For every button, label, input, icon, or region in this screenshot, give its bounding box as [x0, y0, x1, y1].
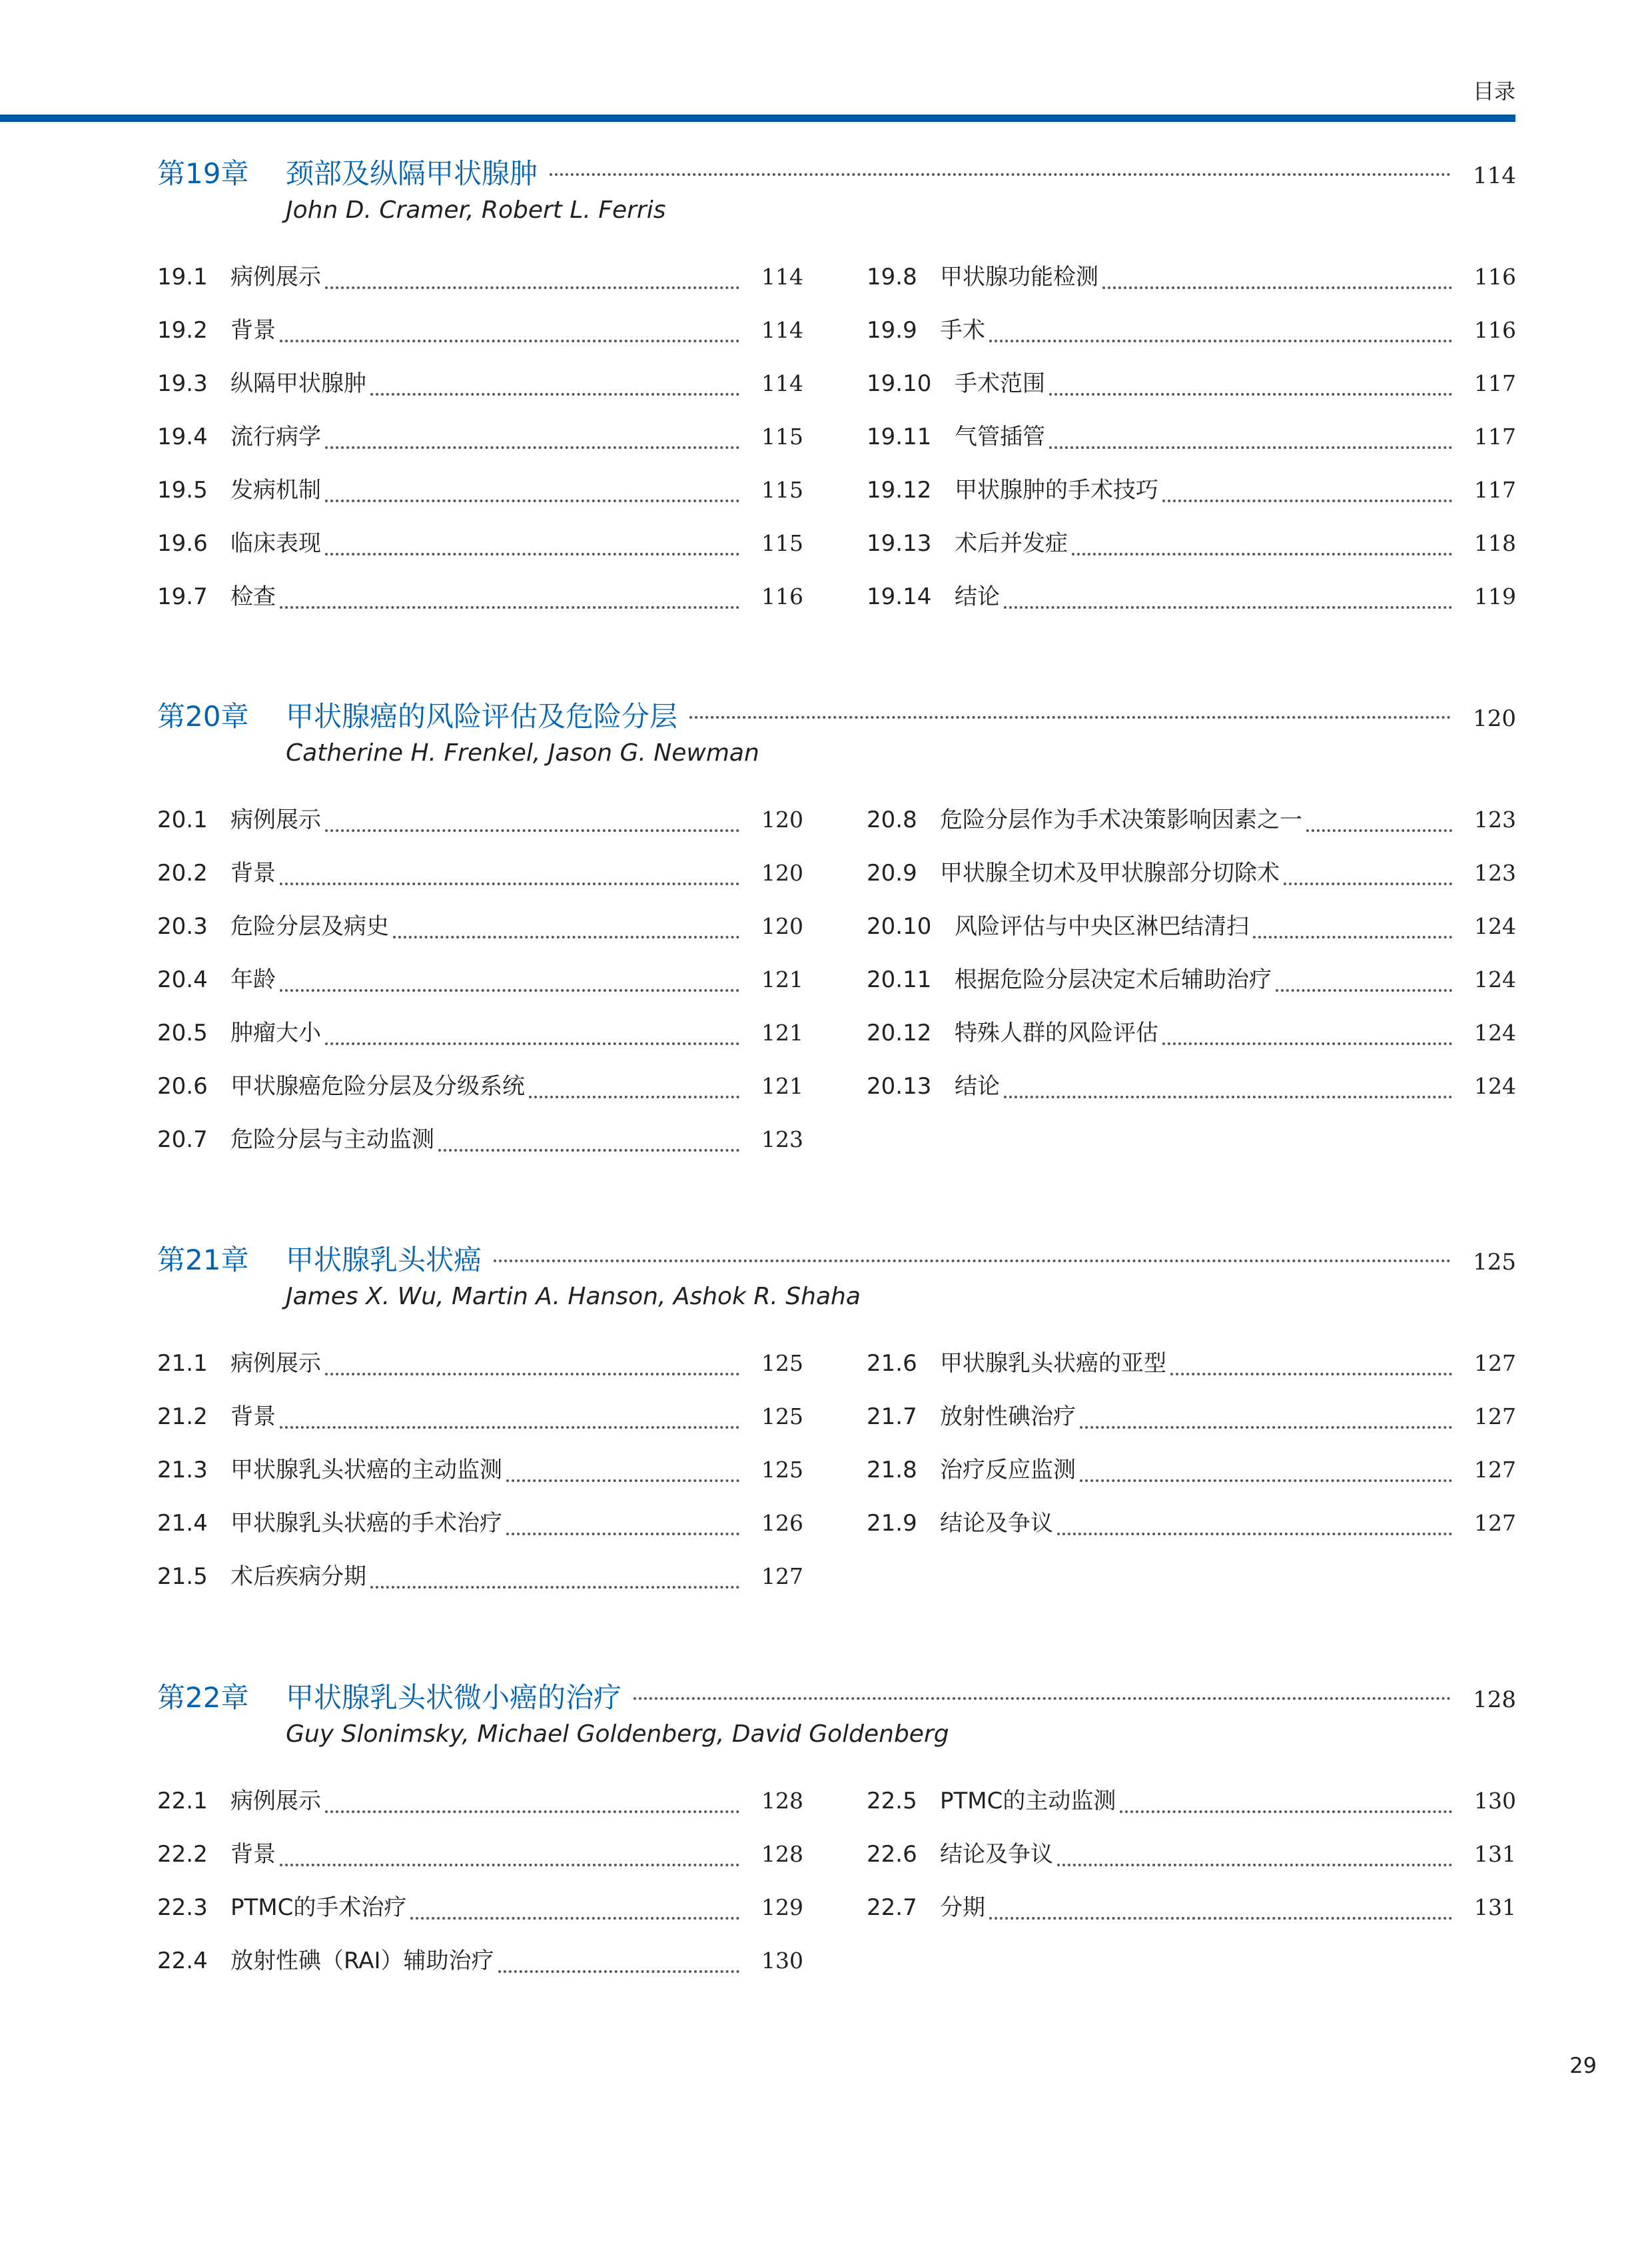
section-column-right — [867, 1782, 1516, 1942]
entry-title: 术后疾病分期 — [230, 1563, 366, 1590]
dot-leader — [280, 883, 739, 885]
entry-title: 特殊人群的风险评估 — [955, 1020, 1158, 1046]
entry-page: 127 — [761, 1563, 803, 1589]
entry-page: 130 — [761, 1948, 803, 1974]
entry-title: 流行病学 — [230, 424, 321, 450]
entry-number: 22.5 — [867, 1788, 917, 1814]
entry-page: 117 — [1474, 370, 1516, 396]
toc-entry[interactable] — [867, 258, 1516, 312]
entry-number: 20.1 — [157, 807, 208, 833]
dot-leader — [1253, 936, 1452, 938]
entry-title: PTMC的手术治疗 — [230, 1894, 407, 1921]
toc-entry[interactable] — [157, 365, 803, 418]
entry-number: 20.4 — [157, 966, 208, 993]
chapter-19 — [157, 152, 1516, 610]
toc-entry[interactable] — [157, 1558, 803, 1611]
chapter-authors: John D. Cramer, Robert L. Ferris — [286, 196, 666, 224]
chapter-heading[interactable] — [157, 695, 1516, 735]
toc-entry[interactable] — [867, 1068, 1516, 1121]
entry-page: 123 — [1474, 860, 1516, 886]
dot-leader — [1057, 1864, 1452, 1866]
entry-title: 放射性碘（RAI）辅助治疗 — [230, 1948, 494, 1974]
entry-title: 甲状腺全切术及甲状腺部分切除术 — [940, 860, 1280, 887]
entry-page: 124 — [1474, 913, 1516, 939]
entry-title: 检查 — [230, 583, 276, 610]
entry-page: 123 — [761, 1126, 803, 1152]
chapter-21 — [157, 1238, 1516, 1590]
entry-number: 21.8 — [867, 1457, 917, 1483]
entry-number: 20.6 — [157, 1073, 208, 1100]
entry-number: 19.9 — [867, 317, 917, 344]
entry-number: 19.6 — [157, 530, 208, 557]
toc-entry[interactable] — [867, 1014, 1516, 1068]
entry-title: 背景 — [230, 1403, 276, 1430]
entry-number: 20.3 — [157, 913, 208, 940]
dot-leader — [410, 1917, 739, 1920]
toc-entry[interactable] — [867, 1345, 1516, 1398]
entry-title: 病例展示 — [230, 1350, 321, 1377]
entry-title: 病例展示 — [230, 264, 321, 290]
entry-title: 病例展示 — [230, 1788, 321, 1814]
toc-entry[interactable] — [867, 418, 1516, 472]
chapter-number: 第22章 — [157, 1681, 249, 1714]
section-column-right — [867, 801, 1516, 1121]
chapter-number: 第19章 — [157, 157, 249, 190]
dot-leader — [325, 500, 739, 502]
entry-number: 20.11 — [867, 966, 932, 993]
toc-entry[interactable] — [157, 1451, 803, 1505]
dot-leader — [1284, 883, 1452, 885]
dot-leader — [393, 936, 739, 938]
dot-leader — [325, 446, 739, 449]
dot-leader — [1080, 1479, 1452, 1482]
entry-page: 131 — [1474, 1894, 1516, 1920]
entry-title: 手术 — [940, 317, 985, 344]
entry-number: 20.2 — [157, 860, 208, 887]
entry-page: 116 — [1474, 264, 1516, 290]
chapter-page: 120 — [1473, 705, 1516, 732]
entry-number: 21.3 — [157, 1457, 208, 1483]
dot-leader — [550, 173, 1451, 176]
entry-title: 危险分层与主动监测 — [230, 1126, 434, 1153]
chapter-authors: James X. Wu, Martin A. Hanson, Ashok R. Shaha — [286, 1283, 861, 1310]
chapter-page: 128 — [1473, 1686, 1516, 1713]
toc-entry[interactable] — [157, 418, 803, 472]
entry-number: 19.5 — [157, 477, 208, 504]
dot-leader — [989, 1917, 1452, 1920]
entry-number: 22.3 — [157, 1894, 208, 1921]
section-column-left — [157, 1782, 803, 1996]
dot-leader — [1004, 606, 1452, 609]
entry-number: 21.9 — [867, 1510, 917, 1537]
toc-entry[interactable] — [157, 1782, 803, 1836]
entry-page: 130 — [1474, 1788, 1516, 1814]
dot-leader — [506, 1479, 739, 1482]
entry-title: 肿瘤大小 — [230, 1020, 321, 1046]
entry-page: 121 — [761, 966, 803, 992]
toc-entry[interactable] — [157, 961, 803, 1014]
section-column-left — [157, 258, 803, 631]
dot-leader — [494, 1260, 1451, 1262]
dot-leader — [506, 1533, 739, 1535]
toc-entry[interactable] — [157, 1836, 803, 1889]
entry-page: 119 — [1474, 583, 1516, 609]
dot-leader — [498, 1970, 739, 1973]
entry-title: 结论及争议 — [940, 1841, 1053, 1868]
entry-title: 分期 — [940, 1894, 985, 1921]
entry-number: 19.10 — [867, 370, 932, 397]
entry-page: 125 — [761, 1350, 803, 1376]
dot-leader — [1102, 286, 1452, 289]
entry-number: 22.7 — [867, 1894, 917, 1921]
toc-entry[interactable] — [157, 258, 803, 312]
entry-number: 19.2 — [157, 317, 208, 344]
entry-number: 20.10 — [867, 913, 932, 940]
section-column-left — [157, 801, 803, 1174]
entry-title: 临床表现 — [230, 530, 321, 557]
entry-page: 131 — [1474, 1841, 1516, 1867]
entry-title: 气管插管 — [955, 424, 1045, 450]
entry-number: 20.12 — [867, 1020, 932, 1046]
toc-entry[interactable] — [867, 1398, 1516, 1451]
entry-number: 20.8 — [867, 807, 917, 833]
entry-page: 127 — [1474, 1510, 1516, 1536]
toc-entry[interactable] — [157, 908, 803, 961]
entry-page: 115 — [761, 424, 803, 450]
entry-page: 125 — [761, 1403, 803, 1429]
toc-entry[interactable] — [157, 312, 803, 365]
chapter-authors: Catherine H. Frenkel, Jason G. Newman — [286, 739, 759, 767]
entry-page: 123 — [1474, 807, 1516, 833]
section-column-right — [867, 258, 1516, 631]
section-column-left — [157, 1345, 803, 1611]
entry-title: 放射性碘治疗 — [940, 1403, 1076, 1430]
entry-title: 风险评估与中央区淋巴结清扫 — [955, 913, 1249, 940]
entry-number: 22.6 — [867, 1841, 917, 1868]
entry-number: 19.3 — [157, 370, 208, 397]
toc-entry[interactable] — [867, 472, 1516, 525]
entry-title: 年龄 — [230, 966, 276, 993]
entry-number: 20.9 — [867, 860, 917, 887]
chapter-number: 第21章 — [157, 1244, 249, 1276]
entry-number: 20.5 — [157, 1020, 208, 1046]
toc-entry[interactable] — [157, 1014, 803, 1068]
dot-leader — [325, 286, 739, 289]
entry-title: 背景 — [230, 1841, 276, 1868]
toc-entry[interactable] — [867, 525, 1516, 578]
entry-title: 根据危险分层决定术后辅助治疗 — [955, 966, 1272, 993]
entry-page: 117 — [1474, 424, 1516, 450]
dot-leader — [1170, 1373, 1452, 1375]
entry-page: 115 — [761, 477, 803, 503]
entry-number: 20.7 — [157, 1126, 208, 1153]
toc-entry[interactable] — [157, 1505, 803, 1558]
entry-number: 22.4 — [157, 1948, 208, 1974]
toc-entry[interactable] — [157, 1345, 803, 1398]
chapter-title: 甲状腺癌的风险评估及危险分层 — [286, 700, 678, 733]
entry-number: 21.5 — [157, 1563, 208, 1590]
toc-entry[interactable] — [867, 908, 1516, 961]
dot-leader — [1080, 1426, 1452, 1429]
entry-title: 背景 — [230, 317, 276, 344]
chapter-title: 颈部及纵隔甲状腺肿 — [286, 157, 538, 190]
toc-entry[interactable] — [867, 1505, 1516, 1558]
toc-entry[interactable] — [867, 1836, 1516, 1889]
chapter-page: 114 — [1473, 163, 1516, 189]
entry-title: 病例展示 — [230, 807, 321, 833]
dot-leader — [633, 1697, 1451, 1700]
toc-entry[interactable] — [867, 578, 1516, 631]
entry-number: 19.11 — [867, 424, 932, 450]
entry-number: 19.13 — [867, 530, 932, 557]
dot-leader — [280, 606, 739, 609]
dot-leader — [280, 1864, 739, 1866]
dot-leader — [989, 340, 1452, 342]
dot-leader — [1057, 1533, 1452, 1535]
entry-title: 甲状腺乳头状癌的亚型 — [940, 1350, 1166, 1377]
toc-entry[interactable] — [157, 1068, 803, 1121]
toc-entry[interactable] — [157, 1942, 803, 1996]
chapter-22 — [157, 1676, 1516, 1974]
entry-page: 124 — [1474, 1020, 1516, 1046]
chapter-number: 第20章 — [157, 700, 249, 733]
toc-entry[interactable] — [867, 1889, 1516, 1942]
entry-page: 129 — [761, 1894, 803, 1920]
dot-leader — [280, 989, 739, 992]
dot-leader — [325, 1373, 739, 1375]
entry-page: 117 — [1474, 477, 1516, 503]
entry-title: 甲状腺功能检测 — [940, 264, 1098, 290]
toc-entry[interactable] — [157, 1398, 803, 1451]
entry-number: 19.4 — [157, 424, 208, 450]
entry-number: 19.8 — [867, 264, 917, 290]
toc-entry[interactable] — [157, 525, 803, 578]
entry-title: 甲状腺乳头状癌的主动监测 — [230, 1457, 502, 1483]
toc-entry[interactable] — [157, 1121, 803, 1174]
dot-leader — [689, 716, 1451, 719]
entry-title: 结论 — [955, 583, 1000, 610]
toc-entry[interactable] — [157, 578, 803, 631]
entry-page: 120 — [761, 807, 803, 833]
entry-page: 128 — [761, 1788, 803, 1814]
toc-entry[interactable] — [157, 801, 803, 855]
entry-number: 21.1 — [157, 1350, 208, 1377]
entry-page: 115 — [761, 530, 803, 556]
entry-number: 22.1 — [157, 1788, 208, 1814]
toc-entry[interactable] — [867, 1782, 1516, 1836]
dot-leader — [1072, 553, 1452, 556]
dot-leader — [438, 1149, 739, 1152]
running-header: 目录 — [1472, 79, 1515, 104]
entry-title: 结论及争议 — [940, 1510, 1053, 1537]
entry-page: 127 — [1474, 1350, 1516, 1376]
entry-number: 21.4 — [157, 1510, 208, 1537]
entry-page: 121 — [761, 1073, 803, 1099]
section-column-right — [867, 1345, 1516, 1558]
chapter-authors: Guy Slonimsky, Michael Goldenberg, David Goldenberg — [286, 1720, 949, 1748]
dot-leader — [325, 829, 739, 832]
chapter-title: 甲状腺乳头状微小癌的治疗 — [286, 1681, 622, 1714]
entry-title: 危险分层及病史 — [230, 913, 389, 940]
header-rule — [0, 115, 1515, 122]
entry-title: 纵隔甲状腺肿 — [230, 370, 366, 397]
entry-number: 19.12 — [867, 477, 932, 504]
entry-number: 22.2 — [157, 1841, 208, 1868]
entry-number: 20.13 — [867, 1073, 932, 1100]
entry-page: 128 — [761, 1841, 803, 1867]
dot-leader — [1120, 1810, 1452, 1813]
dot-leader — [1276, 989, 1452, 992]
entry-title: 甲状腺癌危险分层及分级系统 — [230, 1073, 525, 1100]
entry-page: 124 — [1474, 1073, 1516, 1099]
dot-leader — [325, 553, 739, 556]
entry-page: 114 — [761, 264, 803, 290]
chapter-heading[interactable] — [157, 1676, 1516, 1716]
toc-entry[interactable] — [867, 365, 1516, 418]
dot-leader — [370, 1586, 739, 1589]
entry-number: 19.1 — [157, 264, 208, 290]
entry-page: 114 — [761, 317, 803, 343]
dot-leader — [1162, 500, 1452, 502]
toc-entry[interactable] — [867, 855, 1516, 908]
toc-entry[interactable] — [157, 855, 803, 908]
chapter-page: 125 — [1473, 1249, 1516, 1276]
dot-leader — [1162, 1042, 1452, 1045]
entry-title: 治疗反应监测 — [940, 1457, 1076, 1483]
dot-leader — [1049, 393, 1452, 396]
toc-entry[interactable] — [867, 312, 1516, 365]
entry-number: 19.7 — [157, 583, 208, 610]
dot-leader — [370, 393, 739, 396]
dot-leader — [529, 1096, 739, 1098]
entry-page: 125 — [761, 1457, 803, 1483]
entry-page: 124 — [1474, 966, 1516, 992]
entry-number: 19.14 — [867, 583, 932, 610]
entry-title: 结论 — [955, 1073, 1000, 1100]
entry-title: 术后并发症 — [955, 530, 1068, 557]
dot-leader — [1004, 1096, 1452, 1098]
entry-page: 120 — [761, 860, 803, 886]
entry-page: 126 — [761, 1510, 803, 1536]
dot-leader — [325, 1042, 739, 1045]
chapter-title: 甲状腺乳头状癌 — [286, 1244, 482, 1276]
entry-title: 手术范围 — [955, 370, 1045, 397]
entry-page: 121 — [761, 1020, 803, 1046]
entry-title: 甲状腺肿的手术技巧 — [955, 477, 1158, 504]
dot-leader — [1306, 829, 1452, 832]
entry-title: 危险分层作为手术决策影响因素之一 — [940, 807, 1302, 833]
toc-entry[interactable] — [867, 961, 1516, 1014]
entry-title: 背景 — [230, 860, 276, 887]
entry-page: 118 — [1474, 530, 1516, 556]
entry-page: 120 — [761, 913, 803, 939]
dot-leader — [280, 1426, 739, 1429]
chapter-20 — [157, 695, 1516, 1153]
dot-leader — [325, 1810, 739, 1813]
entry-page: 127 — [1474, 1403, 1516, 1429]
entry-page: 114 — [761, 370, 803, 396]
entry-page: 127 — [1474, 1457, 1516, 1483]
entry-title: PTMC的主动监测 — [940, 1788, 1116, 1814]
toc-entry[interactable] — [867, 1451, 1516, 1505]
dot-leader — [280, 340, 739, 342]
toc-entry[interactable] — [157, 472, 803, 525]
toc-entry[interactable] — [157, 1889, 803, 1942]
toc-entry[interactable] — [867, 801, 1516, 855]
entry-page: 116 — [761, 583, 803, 609]
dot-leader — [1049, 446, 1452, 449]
entry-page: 116 — [1474, 317, 1516, 343]
page-number: 29 — [1569, 2053, 1597, 2078]
entry-title: 甲状腺乳头状癌的手术治疗 — [230, 1510, 502, 1537]
entry-number: 21.2 — [157, 1403, 208, 1430]
chapter-heading[interactable] — [157, 152, 1516, 192]
entry-number: 21.6 — [867, 1350, 917, 1377]
chapter-heading[interactable] — [157, 1238, 1516, 1278]
entry-number: 21.7 — [867, 1403, 917, 1430]
entry-title: 发病机制 — [230, 477, 321, 504]
